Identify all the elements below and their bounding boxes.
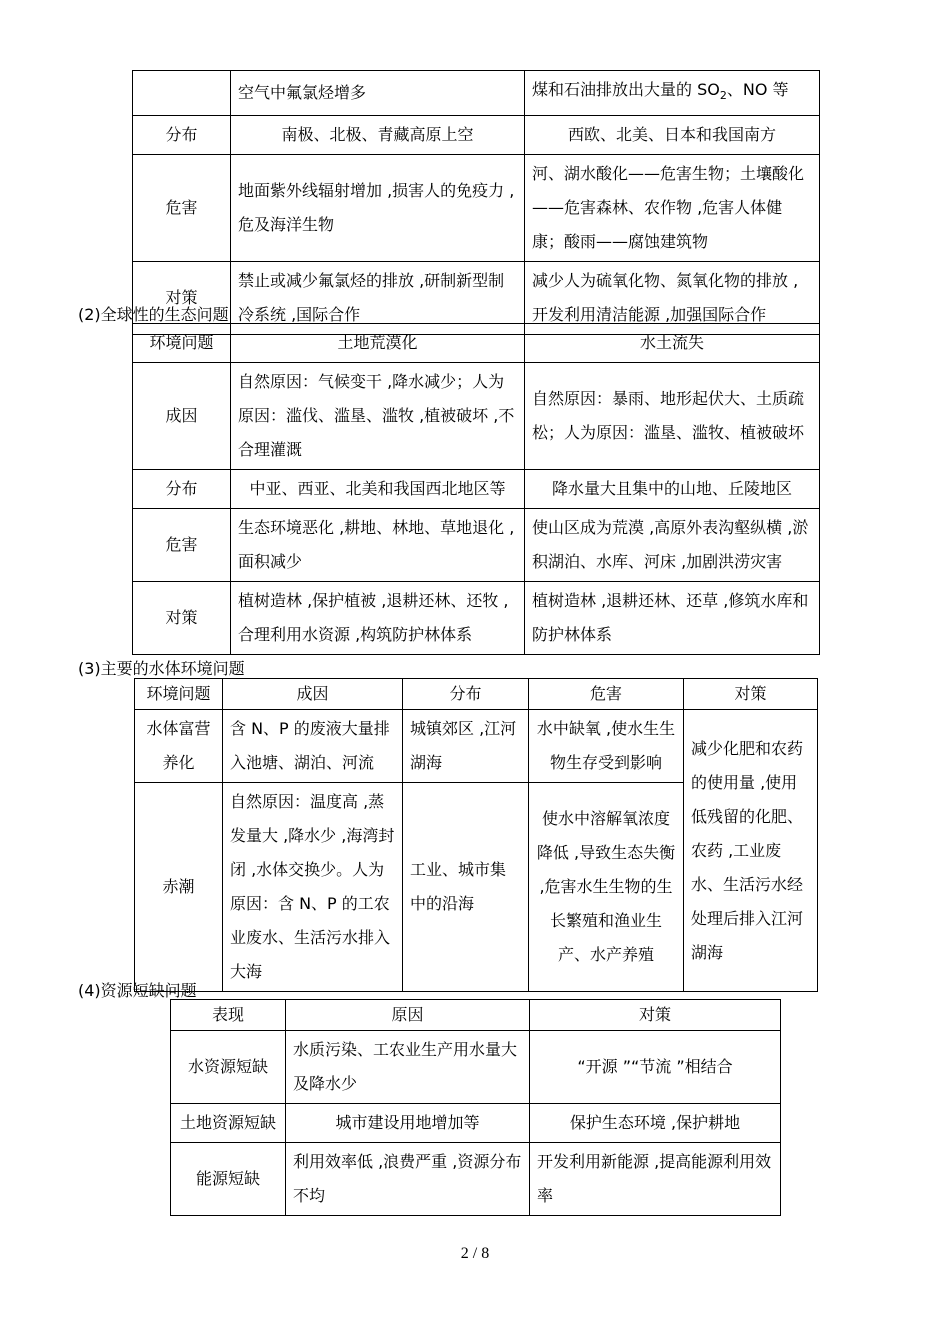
column-header: 分布: [403, 679, 529, 710]
table-cell: 植树造林 ,退耕还林、还草 ,修筑水库和防护林体系: [525, 582, 820, 655]
table-cell: 地面紫外线辐射增加 ,损害人的免疫力 ,危及海洋生物: [231, 155, 525, 262]
row-label: 对策: [133, 262, 231, 335]
resource-table: [170, 999, 781, 1216]
table-cell: 南极、北极、青藏高原上空: [231, 116, 525, 155]
row-label: 水资源短缺: [171, 1031, 286, 1104]
table-cell: 降水量大且集中的山地、丘陵地区: [525, 470, 820, 509]
table-cell: 含 N、P 的废液大量排入池塘、湖泊、河流: [223, 710, 403, 783]
table-cell: 生态环境恶化 ,耕地、林地、草地退化 ,面积减少: [231, 509, 525, 582]
table-cell: 空气中氟氯烃增多: [231, 71, 525, 116]
table-cell: 水中缺氧 ,使水生生物生存受到影响: [529, 710, 684, 783]
table-cell: 西欧、北美、日本和我国南方: [525, 116, 820, 155]
row-label: 能源短缺: [171, 1143, 286, 1216]
table-cell: 中亚、西亚、北美和我国西北地区等: [231, 470, 525, 509]
column-header: 土地荒漠化: [231, 324, 525, 363]
row-label: 危害: [133, 509, 231, 582]
table-row: [133, 582, 820, 655]
section-title: (4)资源短缺问题: [78, 981, 197, 1000]
table-row: [133, 470, 820, 509]
table-row: [133, 509, 820, 582]
row-label: 分布: [133, 116, 231, 155]
atmosphere-table: [132, 70, 820, 335]
table-cell: 城市建设用地增加等: [286, 1104, 530, 1143]
column-header: 环境问题: [135, 679, 223, 710]
table-cell: 保护生态环境 ,保护耕地: [530, 1104, 781, 1143]
table-cell: 减少化肥和农药的使用量 ,使用低残留的化肥、农药 ,工业废水、生活污水经处理后排入江河湖海: [684, 710, 818, 992]
table-cell: 煤和石油排放出大量的 $SO_2$、NO 等: [525, 71, 820, 116]
table-row: [135, 710, 818, 783]
table-header: [171, 1000, 781, 1031]
water-table: [134, 678, 818, 992]
page-number: 2 / 8: [460, 1245, 490, 1262]
table-cell: 自然原因：温度高 ,蒸发量大 ,降水少 ,海湾封闭 ,水体交换少。人为原因：含 N、P 的工农业废水、生活污水排入大海: [223, 783, 403, 992]
table-cell: 使山区成为荒漠 ,高原外表沟壑纵横 ,淤积湖泊、水库、河床 ,加剧洪涝灾害: [525, 509, 820, 582]
table-cell: 禁止或减少氟氯烃的排放 ,研制新型制冷系统 ,国际合作: [231, 262, 525, 335]
table-cell: 水质污染、工农业生产用水量大及降水少: [286, 1031, 530, 1104]
table-cell: 减少人为硫氧化物、氮氧化物的排放 ,开发利用清洁能源 ,加强国际合作: [525, 262, 820, 335]
section-title: (2)全球性的生态问题: [78, 305, 229, 324]
row-label: 成因: [133, 363, 231, 470]
section-title: (3)主要的水体环境问题: [78, 659, 245, 678]
column-header: 对策: [684, 679, 818, 710]
column-header: 对策: [530, 1000, 781, 1031]
table-row: [133, 71, 820, 116]
table-header: [135, 679, 818, 710]
table-cell: 自然原因：暴雨、地形起伏大、土质疏松；人为原因：滥垦、滥牧、植被破坏: [525, 363, 820, 470]
table-cell: 开发利用新能源 ,提高能源利用效率: [530, 1143, 781, 1216]
table-row: [133, 116, 820, 155]
row-label: 危害: [133, 155, 231, 262]
table-cell: 自然原因：气候变干 ,降水减少；人为原因：滥伐、滥垦、滥牧 ,植被破坏 ,不合理灌溉: [231, 363, 525, 470]
row-label: 对策: [133, 582, 231, 655]
column-header: 成因: [223, 679, 403, 710]
table-cell: 城镇郊区 ,江河湖海: [403, 710, 529, 783]
table-cell: 使水中溶解氧浓度降低 ,导致生态失衡 ,危害水生生物的生长繁殖和渔业生产、水产养殖: [529, 783, 684, 992]
table-row: [171, 1104, 781, 1143]
column-header: 环境问题: [133, 324, 231, 363]
row-label: 水体富营养化: [135, 710, 223, 783]
table-cell: “开源 ”“节流 ”相结合: [530, 1031, 781, 1104]
table-row: [171, 1031, 781, 1104]
row-label: 分布: [133, 470, 231, 509]
table-header: [133, 324, 820, 363]
column-header: 危害: [529, 679, 684, 710]
row-label: 土地资源短缺: [171, 1104, 286, 1143]
ecology-table: [132, 323, 820, 655]
column-header: 水土流失: [525, 324, 820, 363]
table-row: [133, 363, 820, 470]
column-header: 原因: [286, 1000, 530, 1031]
table-cell: 利用效率低 ,浪费严重 ,资源分布不均: [286, 1143, 530, 1216]
column-header: 表现: [171, 1000, 286, 1031]
table-cell: 河、湖水酸化——危害生物；土壤酸化——危害森林、农作物 ,危害人体健康；酸雨——腐蚀建筑物: [525, 155, 820, 262]
table-cell: 工业、城市集中的沿海: [403, 783, 529, 992]
row-label: 赤潮: [135, 783, 223, 992]
table-cell: 植树造林 ,保护植被 ,退耕还林、还牧 ,合理利用水资源 ,构筑防护林体系: [231, 582, 525, 655]
table-row: [171, 1143, 781, 1216]
table-row: [133, 155, 820, 262]
